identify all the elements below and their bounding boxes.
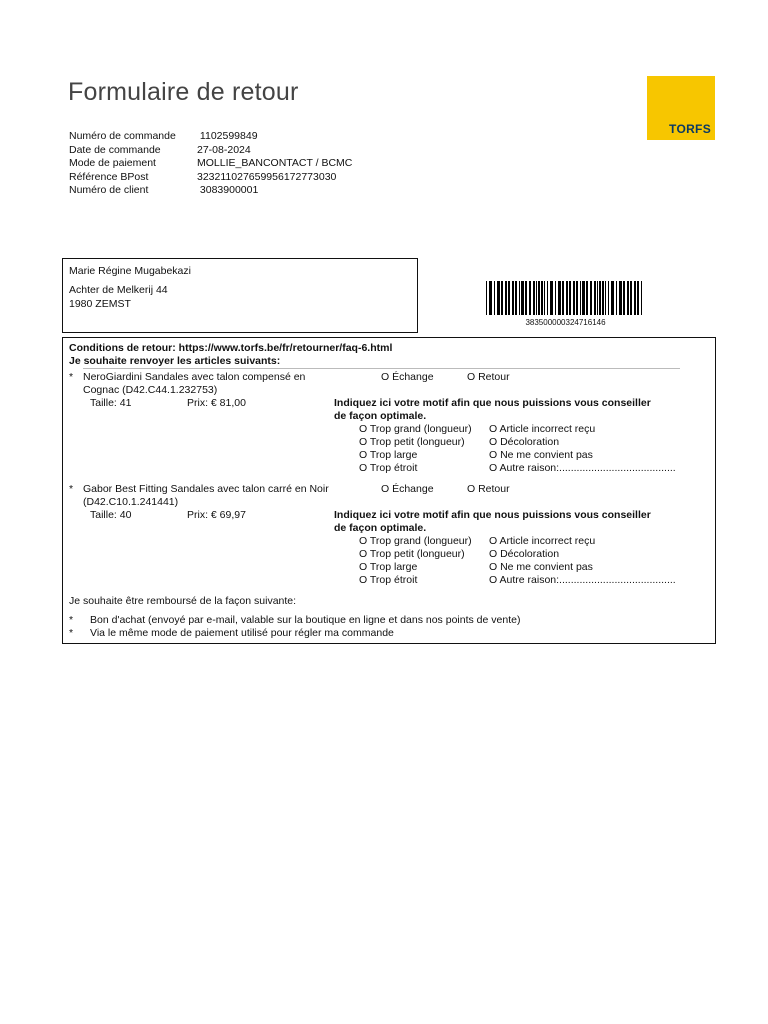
article-1-name-line1: NeroGiardini Sandales avec talon compensé en xyxy=(83,371,306,383)
separator-line xyxy=(83,368,680,369)
article-1-name-line2: Cognac (D42.C44.1.232753) xyxy=(83,384,218,396)
article-1-reason-discoloration[interactable]: O Décoloration xyxy=(489,436,560,448)
article-2-reason-too-small[interactable]: O Trop petit (longueur) xyxy=(359,548,465,560)
payment-method-label: Mode de paiement xyxy=(69,157,156,169)
order-number-value: 1102599849 xyxy=(197,130,258,142)
customer-number-label: Numéro de client xyxy=(69,184,149,196)
address-city: 1980 ZEMST xyxy=(69,298,131,310)
article-2-price: Prix: € 69,97 xyxy=(187,509,246,521)
barcode-number: 383500000324716146 xyxy=(525,318,606,327)
article-2-reason-title-line1: Indiquez ici votre motif afin que nous puissions vous conseiller xyxy=(334,509,651,521)
article-2-reason-not-suitable[interactable]: O Ne me convient pas xyxy=(489,561,593,573)
refund-option-1-bullet: * xyxy=(69,614,74,626)
customer-number-value: 3083900001 xyxy=(197,184,259,196)
logo-text: TORFS xyxy=(669,122,711,136)
article-2-bullet: * xyxy=(69,483,74,495)
article-2-return-option[interactable]: O Retour xyxy=(467,483,510,495)
article-2-reason-title-line2: de façon optimale. xyxy=(334,522,427,534)
bpost-reference-row xyxy=(69,171,352,185)
order-date-value: 27-08-2024 xyxy=(197,143,251,156)
order-number-row xyxy=(69,130,352,144)
article-1-reason-title-line2: de façon optimale. xyxy=(334,410,427,422)
refund-intro: Je souhaite être remboursé de la façon suivante: xyxy=(69,595,297,607)
refund-option-2-bullet: * xyxy=(69,627,74,639)
article-1-reason-wrong-item[interactable]: O Article incorrect reçu xyxy=(489,423,596,435)
article-1-exchange-option[interactable]: O Échange xyxy=(381,371,434,383)
article-2-size: Taille: 40 xyxy=(90,509,132,521)
article-2-reason-discoloration[interactable]: O Décoloration xyxy=(489,548,560,560)
bpost-reference-label: Référence BPost xyxy=(69,170,149,183)
article-1-reason-too-small[interactable]: O Trop petit (longueur) xyxy=(359,436,465,448)
article-1-size: Taille: 41 xyxy=(90,397,132,409)
article-1-reason-not-suitable[interactable]: O Ne me convient pas xyxy=(489,449,593,461)
order-date-label: Date de commande xyxy=(69,143,161,156)
payment-method-value: MOLLIE_BANCONTACT / BCMC xyxy=(197,157,353,169)
article-2-reason-too-narrow[interactable]: O Trop étroit xyxy=(359,574,418,586)
order-date-row xyxy=(69,144,352,158)
payment-method-row xyxy=(69,157,352,171)
bpost-reference-value: 323211027659956172773030 xyxy=(197,170,337,183)
return-conditions: Conditions de retour: https://www.torfs.be/fr/retourner/faq-6.html xyxy=(69,342,393,354)
torfs-logo xyxy=(647,76,715,140)
address-street: Achter de Melkerij 44 xyxy=(69,284,168,296)
article-1-price: Prix: € 81,00 xyxy=(187,397,246,409)
article-2-reason-too-wide[interactable]: O Trop large xyxy=(359,561,418,573)
article-2-name-line2: (D42.C10.1.241441) xyxy=(83,496,179,508)
order-number-label: Numéro de commande xyxy=(69,130,176,142)
address-name: Marie Régine Mugabekazi xyxy=(69,265,191,277)
customer-number-row xyxy=(69,184,352,198)
article-1-reason-too-wide[interactable]: O Trop large xyxy=(359,449,418,461)
barcode xyxy=(486,281,645,315)
address-box xyxy=(62,258,418,333)
article-2-reason-too-big[interactable]: O Trop grand (longueur) xyxy=(359,535,472,547)
order-info xyxy=(69,130,352,198)
article-2-reason-other[interactable]: O Autre raison:........................................ xyxy=(489,574,676,586)
refund-option-same-payment[interactable]: Via le même mode de paiement utilisé pour régler ma commande xyxy=(90,627,394,639)
article-1-bullet: * xyxy=(69,371,74,383)
article-2-exchange-option[interactable]: O Échange xyxy=(381,483,434,495)
article-1-reason-other[interactable]: O Autre raison:........................................ xyxy=(489,462,676,474)
article-2-reason-wrong-item[interactable]: O Article incorrect reçu xyxy=(489,535,596,547)
refund-option-voucher[interactable]: Bon d'achat (envoyé par e-mail, valable sur la boutique en ligne et dans nos points de vente) xyxy=(90,614,521,626)
return-intro: Je souhaite renvoyer les articles suivants: xyxy=(69,355,281,367)
page-title: Formulaire de retour xyxy=(68,78,299,106)
article-1-reason-too-big[interactable]: O Trop grand (longueur) xyxy=(359,423,472,435)
article-1-reason-title-line1: Indiquez ici votre motif afin que nous puissions vous conseiller xyxy=(334,397,651,409)
article-1-reason-too-narrow[interactable]: O Trop étroit xyxy=(359,462,418,474)
article-2-name-line1: Gabor Best Fitting Sandales avec talon carré en Noir xyxy=(83,483,329,495)
article-1-return-option[interactable]: O Retour xyxy=(467,371,510,383)
